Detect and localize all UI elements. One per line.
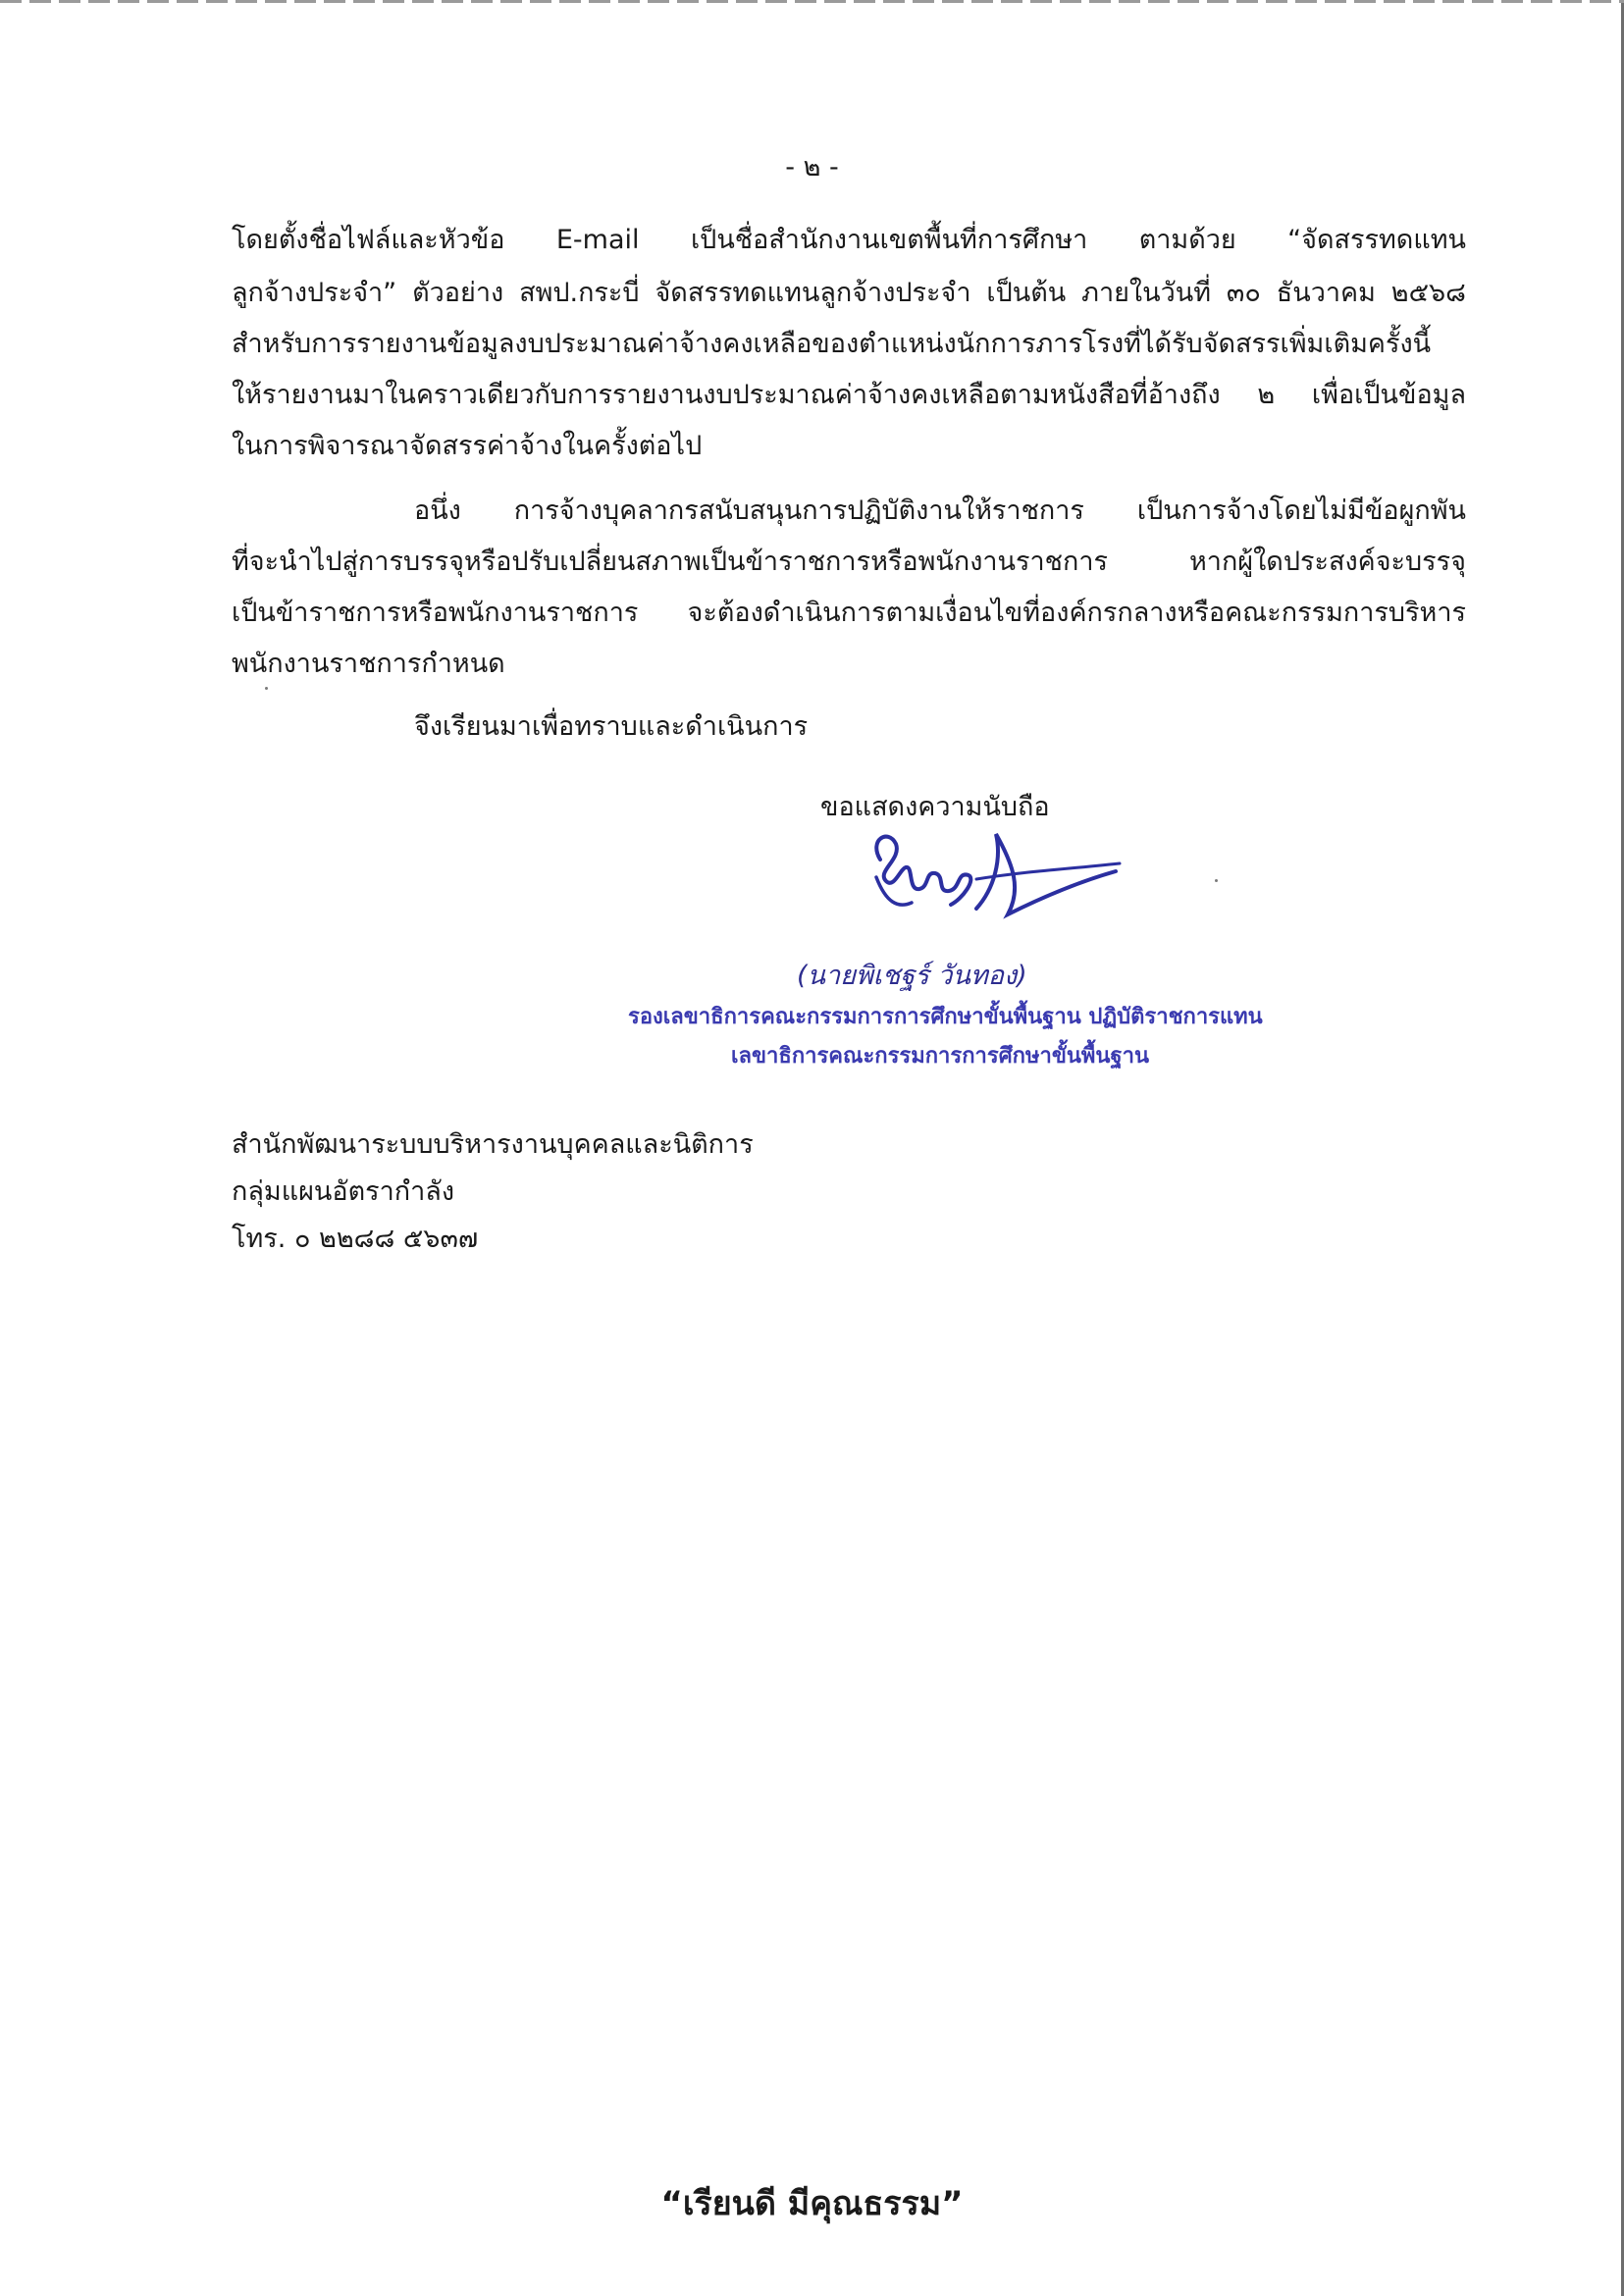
paragraph2-line-2: ที่จะนำไปสู่การบรรจุหรือปรับเปลี่ยนสภาพเป็นข้าราชการหรือพนักงานราชการ หากผู้ใดประสงค์จะบรรจุ <box>232 547 1466 577</box>
paragraph2-line-4: พนักงานราชการกำหนด <box>232 649 505 679</box>
paragraph1-line-4: ให้รายงานมาในคราวเดียวกับการรายงานงบประมาณค่าจ้างคงเหลือตามหนังสือที่อ้างถึง ๒ เพื่อเป็นข้อมูล <box>232 380 1466 410</box>
paragraph1-line-1: โดยตั้งชื่อไฟล์และหัวข้อ E-mail เป็นชื่อสำนักงานเขตพื้นที่การศึกษา ตามด้วย “จัดสรรทดแทน <box>232 225 1466 255</box>
footer-office: สำนักพัฒนาระบบบริหารงานบุคคลและนิติการ <box>232 1129 754 1160</box>
footer-group: กลุ่มแผนอัตรากำลัง <box>232 1176 455 1207</box>
handwritten-signature <box>829 820 1133 967</box>
motto: “เรียนดี มีคุณธรรม” <box>660 2184 964 2223</box>
paragraph2-line-1: อนึ่ง การจ้างบุคลากรสนับสนุนการปฏิบัติงานให้ราชการ เป็นการจ้างโดยไม่มีข้อผูกพัน <box>414 496 1466 526</box>
scan-speck <box>265 687 268 690</box>
paragraph1-line-5: ในการพิจารณาจัดสรรค่าจ้างในครั้งต่อไป <box>232 431 703 461</box>
scan-edge-top <box>0 0 1624 3</box>
paragraph1-line-3: สำหรับการรายงานข้อมูลงบประมาณค่าจ้างคงเหลือของตำแหน่งนักการภารโรงที่ได้รับจัดสรรเพิ่มเติมครั้งนี้ <box>232 329 1432 359</box>
paragraph1-line-2: ลูกจ้างประจำ” ตัวอย่าง สพป.กระบี่ จัดสรรทดแทนลูกจ้างประจำ เป็นต้น ภายในวันที่ ๓๐ ธันวาคม ๒๕๖๘ <box>232 278 1466 308</box>
page-number: - ๒ - <box>785 152 839 183</box>
regards-line: ขอแสดงความนับถือ <box>820 792 1050 822</box>
footer-phone: โทร. ๐ ๒๒๘๘ ๕๖๓๗ <box>232 1224 479 1254</box>
signatory-name: (นายพิเชฐร์ วันทอง) <box>797 961 1027 991</box>
closing-statement: จึงเรียนมาเพื่อทราบและดำเนินการ <box>414 711 809 742</box>
paragraph2-line-3: เป็นข้าราชการหรือพนักงานราชการ จะต้องดำเนินการตามเงื่อนไขที่องค์กรกลางหรือคณะกรรมการบริหาร <box>232 598 1466 628</box>
signatory-title-line-2: เลขาธิการคณะกรรมการการศึกษาขั้นพื้นฐาน <box>731 1044 1149 1069</box>
signatory-title-line-1: รองเลขาธิการคณะกรรมการการศึกษาขั้นพื้นฐาน ปฏิบัติราชการแทน <box>628 1005 1263 1029</box>
scan-speck <box>1215 879 1218 882</box>
